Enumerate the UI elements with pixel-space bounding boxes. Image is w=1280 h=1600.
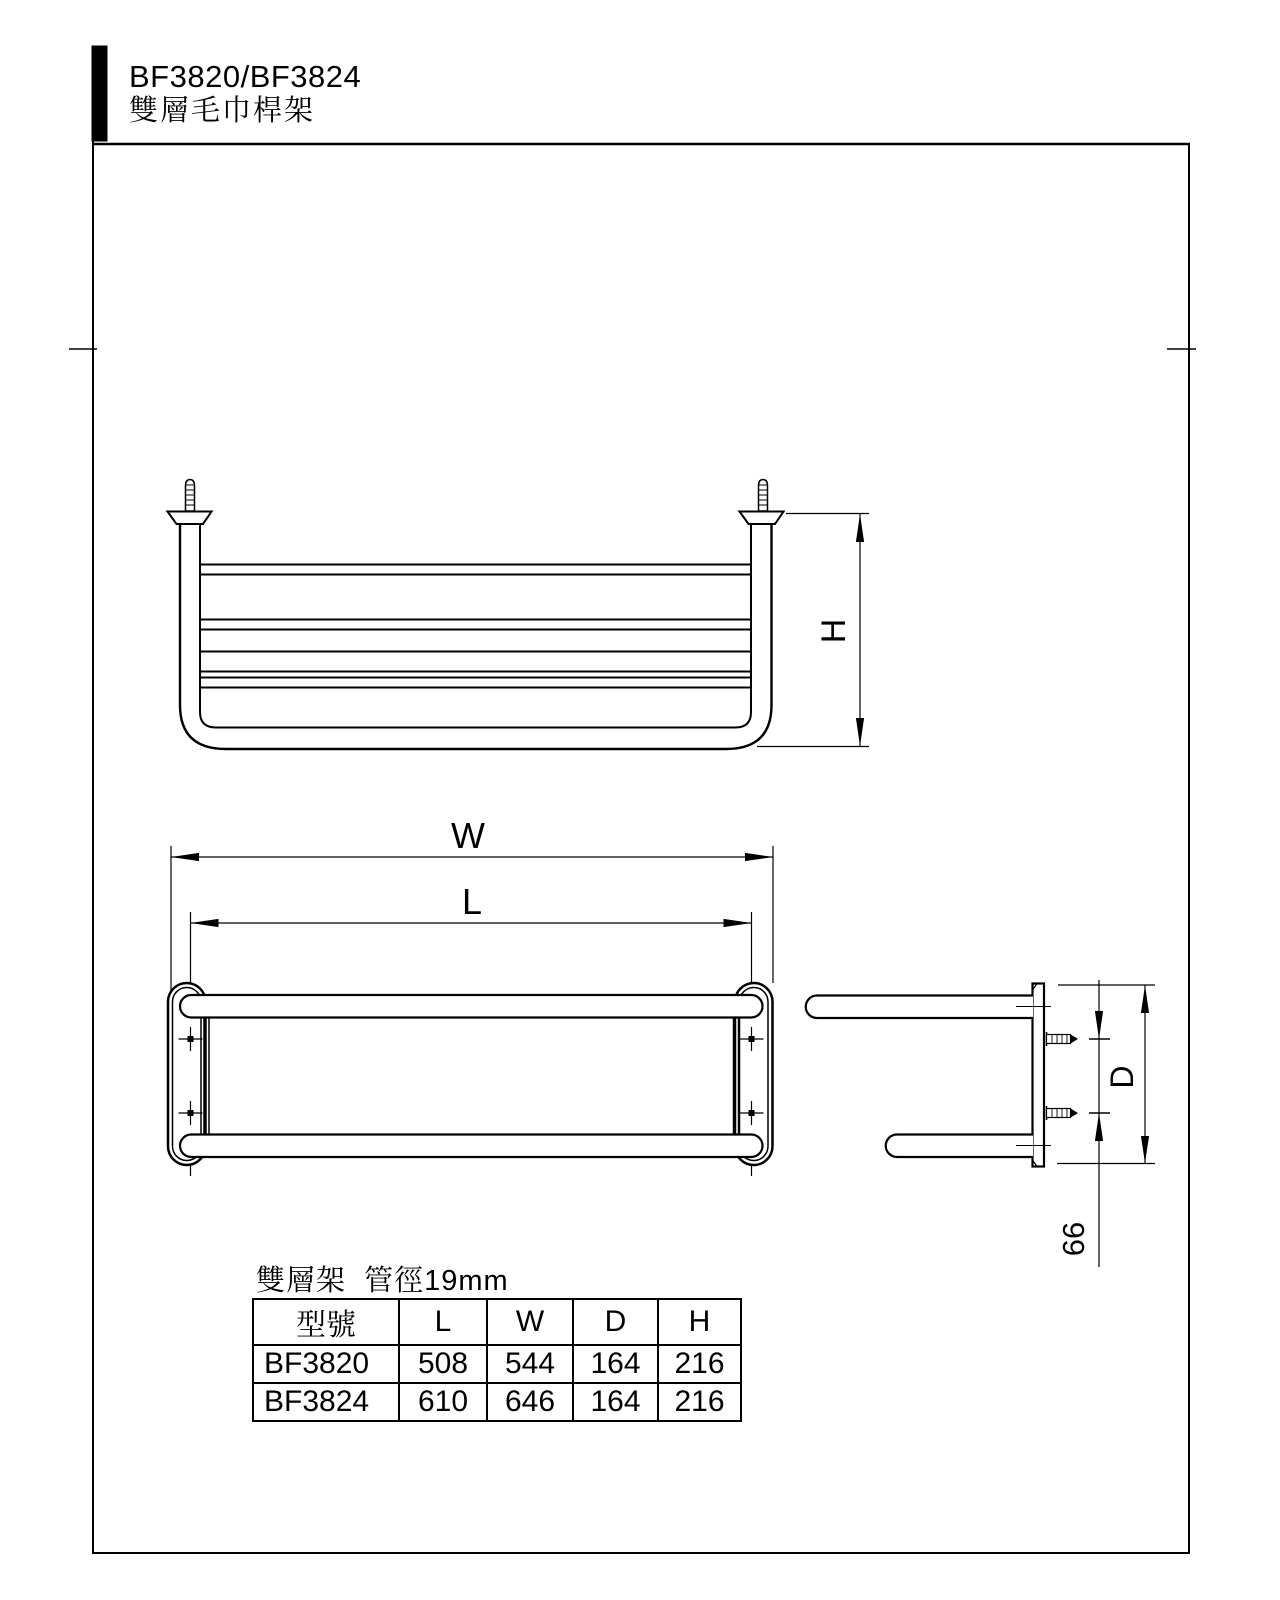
arrow-up-icon xyxy=(1095,1113,1103,1141)
page-title-model: BF3820/BF3824 xyxy=(129,59,362,94)
rear-tube-top-view xyxy=(180,995,763,1018)
left-screw xyxy=(186,480,195,512)
left-flange xyxy=(168,512,212,525)
lower-arm-side xyxy=(886,1135,1033,1158)
dim-label-h: H xyxy=(815,618,853,644)
spec-header-w: W xyxy=(487,1299,573,1345)
arrow-right-icon xyxy=(745,853,773,861)
arrow-left-icon xyxy=(171,853,199,861)
spec-header-row xyxy=(253,1299,741,1345)
arrow-up-icon xyxy=(856,514,864,542)
front-view xyxy=(168,480,784,750)
wall-screw-upper xyxy=(1047,1032,1079,1046)
spec-row-bf3824 xyxy=(253,1383,741,1421)
spec-row-bf3820 xyxy=(253,1345,741,1383)
page-title-product-name: 雙層毛巾桿架 xyxy=(129,95,316,127)
wall-plate-side xyxy=(1033,984,1045,1167)
frame-inner-contour xyxy=(200,524,751,728)
spec-header-h: H xyxy=(658,1299,741,1345)
spec-cell-model: BF3820 xyxy=(253,1345,399,1383)
spec-cell-w: 646 xyxy=(487,1383,573,1421)
right-screw xyxy=(759,480,768,512)
dim-label-l: L xyxy=(461,881,483,922)
dim-label-screw-spacing: 66 xyxy=(1055,1221,1091,1257)
spec-cell-l: 508 xyxy=(399,1345,487,1383)
plan-view xyxy=(168,983,773,1165)
arrow-right-icon xyxy=(724,919,752,927)
spec-header-d: D xyxy=(573,1299,658,1345)
spec-cell-h: 216 xyxy=(658,1383,741,1421)
spec-cell-d: 164 xyxy=(573,1383,658,1421)
spec-cell-w: 544 xyxy=(487,1345,573,1383)
arrow-left-icon xyxy=(191,919,219,927)
towel-bars xyxy=(201,565,750,688)
spec-table xyxy=(252,1298,742,1422)
frame-outer-contour xyxy=(180,524,772,749)
arrow-up-icon xyxy=(1141,986,1149,1014)
spec-cell-d: 164 xyxy=(573,1345,658,1383)
spec-header-model: 型號 xyxy=(253,1299,399,1345)
upper-arm-side xyxy=(806,996,1033,1019)
spec-cell-model: BF3824 xyxy=(253,1383,399,1421)
dim-label-w: W xyxy=(451,815,485,856)
dim-label-d: D xyxy=(1104,1065,1140,1089)
header-black-bar xyxy=(92,46,107,141)
right-flange xyxy=(740,512,784,525)
wall-screw-lower xyxy=(1047,1106,1079,1120)
spec-table-caption: 雙層架 管徑19mm xyxy=(256,1265,509,1297)
front-tube-top-view xyxy=(180,1135,763,1158)
side-view xyxy=(806,984,1078,1167)
spec-cell-l: 610 xyxy=(399,1383,487,1421)
arrow-down-icon xyxy=(1141,1136,1149,1163)
spec-header-l: L xyxy=(399,1299,487,1345)
arrow-down-icon xyxy=(1095,1011,1103,1039)
arrow-down-icon xyxy=(856,718,864,746)
spec-cell-h: 216 xyxy=(658,1345,741,1383)
screw-hole-marks xyxy=(179,1027,764,1125)
